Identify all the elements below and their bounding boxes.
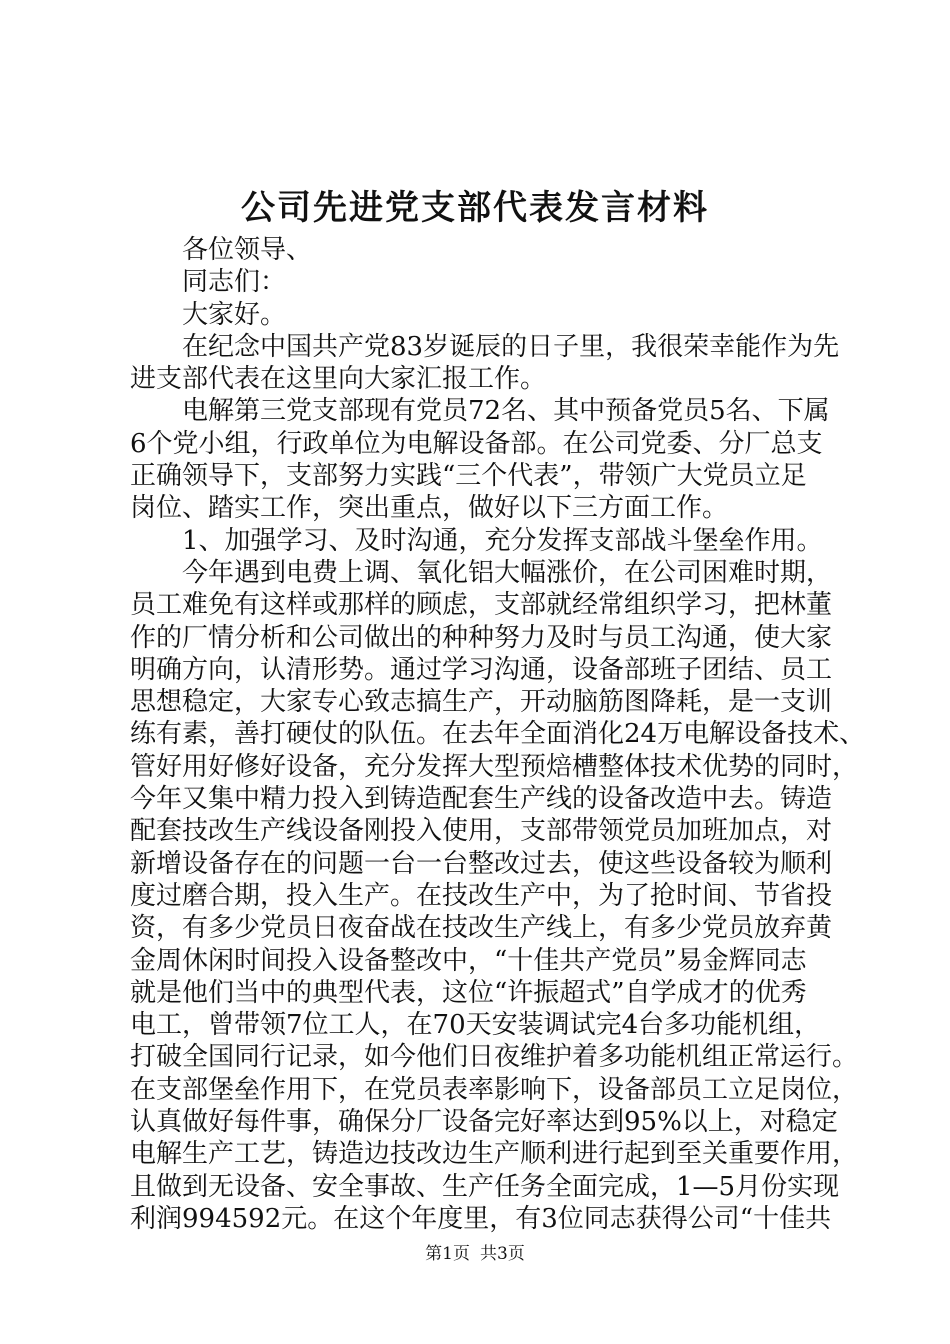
document-body [130, 234, 866, 1235]
paragraph-branch-overview [130, 395, 858, 524]
page-total: 共3页 [480, 1244, 525, 1264]
paragraph-line: 管好用好修好设备，充分发挥大型预焙槽整体技术优势的同时， [130, 751, 859, 782]
paragraph-line: 电解第三党支部现有党员72名、其中预备党员5名、下属 [182, 396, 830, 427]
paragraph-intro [130, 331, 858, 396]
page-footer [0, 1242, 950, 1266]
paragraph-line: 度过磨合期，投入生产。在技改生产中，为了抢时间、节省投 [130, 880, 833, 911]
paragraph-line: 进支部代表在这里向大家汇报工作。 [130, 364, 547, 395]
paragraph-line: 明确方向，认清形势。通过学习沟通，设备部班子团结、员工 [130, 654, 833, 685]
paragraph-line: 金周休闲时间投入设备整改中，“十佳共产党员”易金辉同志 [130, 945, 807, 976]
paragraph-line: 打破全国同行记录，如今他们日夜维护着多功能机组正常运行。 [130, 1042, 859, 1073]
paragraph-line: 正确领导下，支部努力实践“三个代表”，带领广大党员立足 [130, 461, 807, 492]
paragraph-line: 新增设备存在的问题一台一台整改过去，使这些设备较为顺利 [130, 848, 833, 879]
paragraph-line: 练有素，善打硬仗的队伍。在去年全面消化24万电解设备技术、 [130, 719, 866, 750]
paragraph-section-1 [130, 557, 866, 1235]
paragraph-line: 电解生产工艺，铸造边技改边生产顺利进行起到至关重要作用， [130, 1139, 859, 1170]
paragraph-line: 在纪念中国共产党83岁诞辰的日子里，我很荣幸能作为先 [182, 331, 840, 362]
paragraph-line: 今年又集中精力投入到铸造配套生产线的设备改造中去。铸造 [130, 784, 833, 815]
paragraph-line: 在支部堡垒作用下，在党员表率影响下，设备部员工立足岗位， [130, 1074, 859, 1105]
greeting-leaders: 各位领导、 [182, 235, 313, 265]
paragraph-line: 资，有多少党员日夜奋战在技改生产线上，有多少党员放弃黄 [130, 913, 833, 944]
paragraph-line: 且做到无设备、安全事故、生产任务全面完成，1—5月份实现 [130, 1171, 840, 1202]
greeting-hello: 大家好。 [182, 299, 287, 330]
paragraph-line: 认真做好每件事，确保分厂设备完好率达到95%以上，对稳定 [130, 1107, 838, 1138]
paragraph-line: 岗位、踏实工作，突出重点，做好以下三方面工作。 [130, 493, 729, 524]
paragraph-line: 6个党小组，行政单位为电解设备部。在公司党委、分厂总支 [130, 428, 823, 459]
paragraph-line: 就是他们当中的典型代表，这位“许振超式”自学成才的优秀 [130, 977, 807, 1008]
paragraph-line: 员工难免有这样或那样的顾虑，支部就经常组织学习，把林董 [130, 590, 833, 621]
paragraph-line: 利润994592元。在这个年度里，有3位同志获得公司“十佳共 [130, 1203, 832, 1234]
paragraph-line: 配套技改生产线设备刚投入使用，支部带领党员加班加点，对 [130, 816, 833, 847]
paragraph-line: 作的厂情分析和公司做出的种种努力及时与员工沟通，使大家 [130, 622, 833, 653]
paragraph-line: 今年遇到电费上调、氧化铝大幅涨价，在公司困难时期， [182, 557, 833, 588]
paragraph-line: 思想稳定，大家专心致志搞生产，开动脑筋图降耗，是一支训 [130, 687, 833, 718]
section-heading-1: 1、加强学习、及时沟通，充分发挥支部战斗堡垒作用。 [182, 525, 823, 556]
document-title: 公司先进党支部代表发言材料 [241, 188, 709, 228]
page-number: 第1页 [425, 1244, 470, 1264]
greeting-comrades: 同志们： [182, 267, 287, 298]
paragraph-line: 电工，曾带领7位工人，在70天安装调试完4台多功能机组， [130, 1010, 821, 1041]
